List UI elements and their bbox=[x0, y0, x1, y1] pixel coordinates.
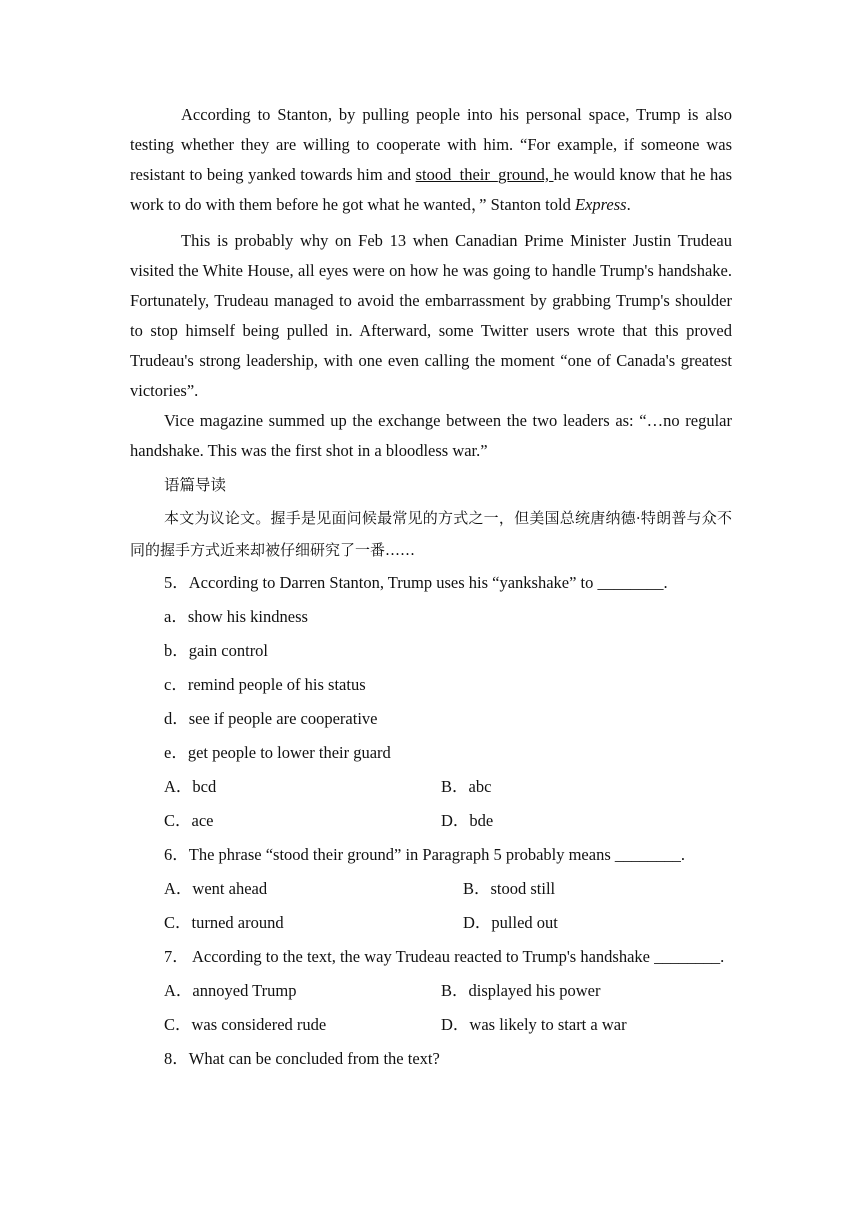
question-5-item-b: b．gain control bbox=[164, 641, 269, 660]
passage-paragraph-1 bbox=[130, 100, 732, 220]
paragraph-1-text-a: According to Stanton, by pulling people into his personal space, Trump is also testing whether they are willing to cooperate with him. “For example, if someone was resistant to being yanked towards him and bbox=[130, 105, 732, 184]
question-5-options-row-2 bbox=[130, 804, 732, 838]
question-7-options-row-2 bbox=[130, 1008, 732, 1042]
guide-heading: 语篇导读 bbox=[164, 476, 227, 494]
question-6-options-row-2 bbox=[130, 906, 732, 940]
paragraph-1-text-b: he would know that he has work to do with them before he got what he wanted，” Stanton told bbox=[130, 165, 732, 214]
question-5-item-d: d．see if people are cooperative bbox=[164, 709, 378, 728]
question-7-options-row-1 bbox=[130, 974, 732, 1008]
question-5-item-c: c．remind people of his status bbox=[164, 675, 366, 694]
question-6-stem: 6．The phrase “stood their ground” in Paragraph 5 probably means ________. bbox=[164, 845, 685, 864]
question-7-option-c: C．was considered rude bbox=[164, 1015, 327, 1034]
question-6-option-d: D．pulled out bbox=[463, 913, 558, 932]
publication-name: Express bbox=[574, 195, 627, 214]
question-5-option-d: D．bde bbox=[441, 811, 494, 830]
question-6-option-a: A．went ahead bbox=[164, 879, 268, 898]
passage-paragraph-2: This is probably why on Feb 13 when Canadian Prime Minister Justin Trudeau visited the White House, all eyes were on how he was going to handle Trump's handshake. Fortunately, Trudeau managed to avoid the embarrassment by grabbing Trump's shoulder to stop himself being pulled in. Afterward, some Twitter users wrote that this proved Trudeau's strong leadership, with one even calling the moment “one of Canada's greatest victories”. bbox=[130, 231, 732, 400]
guide-text: 本文为议论文。握手是见面问候最常见的方式之一，但美国总统唐纳德·特朗普与众不同的握手方式近来却被仔细研究了一番…… bbox=[130, 509, 732, 559]
question-5-item-a: a．show his kindness bbox=[164, 607, 308, 626]
question-5-option-b: B．abc bbox=[441, 777, 492, 796]
question-7-stem: 7． According to the text, the way Trudeau reacted to Trump's handshake ________. bbox=[164, 947, 725, 966]
question-6-options-row-1 bbox=[130, 872, 732, 906]
question-8-stem: 8．What can be concluded from the text? bbox=[164, 1049, 440, 1068]
paragraph-1-end: . bbox=[626, 195, 631, 214]
question-5-options-row-1 bbox=[130, 770, 732, 804]
question-5-stem: 5．According to Darren Stanton, Trump uses his “yankshake” to ________. bbox=[164, 573, 668, 592]
question-7-option-d: D．was likely to start a war bbox=[441, 1015, 627, 1034]
question-5-item-e: e．get people to lower their guard bbox=[164, 743, 391, 762]
question-6-option-c: C．turned around bbox=[164, 913, 284, 932]
passage-paragraph-3: Vice magazine summed up the exchange between the two leaders as: “…no regular handshake. This was the first shot in a bloodless war.” bbox=[130, 411, 732, 460]
page-content bbox=[130, 100, 732, 1076]
question-7-option-b: B．displayed his power bbox=[441, 981, 601, 1000]
underlined-phrase: stood_their_ground, bbox=[415, 165, 554, 184]
question-7-option-a: A．annoyed Trump bbox=[164, 981, 297, 1000]
question-5-option-a: A．bcd bbox=[164, 777, 217, 796]
question-5-option-c: C．ace bbox=[164, 811, 214, 830]
question-6-option-b: B．stood still bbox=[463, 879, 556, 898]
